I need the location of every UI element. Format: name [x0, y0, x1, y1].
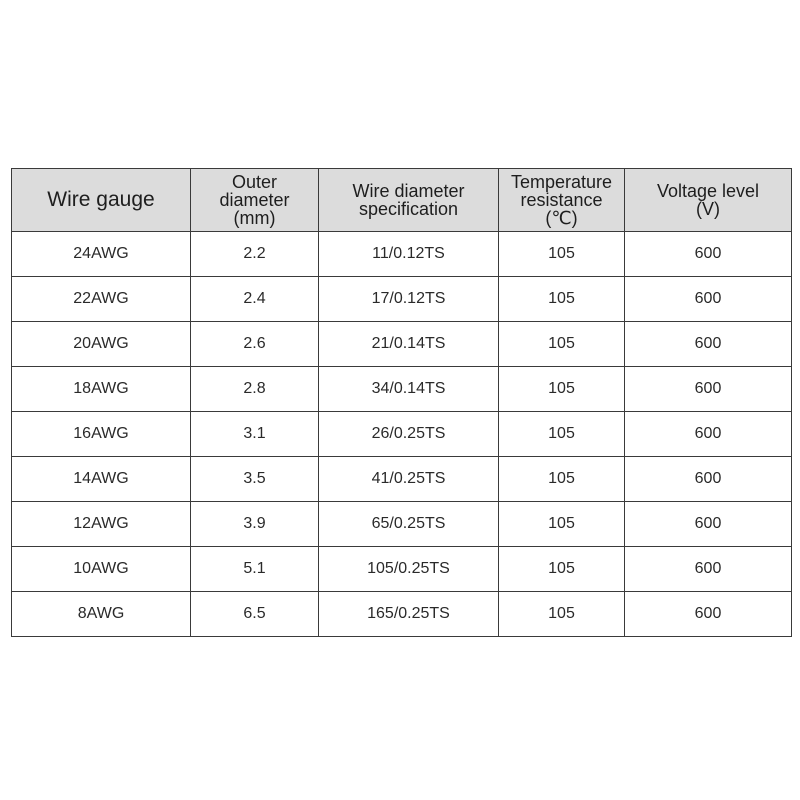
- cell-voltage: 600: [625, 322, 792, 367]
- cell-wire-gauge: 10AWG: [12, 547, 191, 592]
- cell-wire-gauge: 8AWG: [12, 592, 191, 637]
- cell-wire-spec: 11/0.12TS: [319, 232, 499, 277]
- cell-temperature: 105: [499, 232, 625, 277]
- cell-temperature: 105: [499, 322, 625, 367]
- wire-spec-table: [11, 168, 792, 637]
- cell-wire-spec: 65/0.25TS: [319, 502, 499, 547]
- cell-temperature: 105: [499, 592, 625, 637]
- header-voltage-level: [625, 169, 792, 232]
- cell-wire-spec: 41/0.25TS: [319, 457, 499, 502]
- table-row: [12, 322, 792, 367]
- table-row: [12, 412, 792, 457]
- header-line: Wire gauge: [47, 188, 155, 211]
- table-row: [12, 457, 792, 502]
- header-outer-diameter: [191, 169, 319, 232]
- header-line: Wire diameter: [352, 181, 465, 201]
- cell-wire-spec: 34/0.14TS: [319, 367, 499, 412]
- cell-outer-diameter: 2.6: [191, 322, 319, 367]
- cell-voltage: 600: [625, 457, 792, 502]
- header-line: resistance: [520, 190, 603, 210]
- cell-outer-diameter: 2.2: [191, 232, 319, 277]
- cell-wire-spec: 105/0.25TS: [319, 547, 499, 592]
- cell-outer-diameter: 3.1: [191, 412, 319, 457]
- table-body: [12, 232, 792, 637]
- cell-temperature: 105: [499, 502, 625, 547]
- cell-voltage: 600: [625, 412, 792, 457]
- cell-outer-diameter: 3.9: [191, 502, 319, 547]
- header-line: specification: [358, 199, 459, 219]
- cell-temperature: 105: [499, 457, 625, 502]
- cell-temperature: 105: [499, 412, 625, 457]
- cell-temperature: 105: [499, 547, 625, 592]
- cell-wire-spec: 26/0.25TS: [319, 412, 499, 457]
- cell-temperature: 105: [499, 277, 625, 322]
- header-line: (℃): [545, 208, 578, 228]
- table-row: [12, 592, 792, 637]
- cell-wire-spec: 165/0.25TS: [319, 592, 499, 637]
- cell-outer-diameter: 2.4: [191, 277, 319, 322]
- header-temperature-resistance: [499, 169, 625, 232]
- table-row: [12, 547, 792, 592]
- table-row: [12, 277, 792, 322]
- cell-voltage: 600: [625, 547, 792, 592]
- cell-wire-spec: 21/0.14TS: [319, 322, 499, 367]
- cell-wire-gauge: 22AWG: [12, 277, 191, 322]
- header-line: diameter: [219, 190, 290, 210]
- table-row: [12, 502, 792, 547]
- header-line: Temperature: [510, 172, 613, 192]
- cell-outer-diameter: 3.5: [191, 457, 319, 502]
- cell-voltage: 600: [625, 232, 792, 277]
- cell-wire-gauge: 14AWG: [12, 457, 191, 502]
- table-row: [12, 367, 792, 412]
- cell-wire-gauge: 24AWG: [12, 232, 191, 277]
- header-line: Outer: [231, 172, 278, 192]
- cell-wire-gauge: 18AWG: [12, 367, 191, 412]
- cell-wire-gauge: 16AWG: [12, 412, 191, 457]
- cell-wire-gauge: 12AWG: [12, 502, 191, 547]
- header-line: (mm): [233, 208, 276, 228]
- table-header: [12, 169, 792, 232]
- cell-wire-spec: 17/0.12TS: [319, 277, 499, 322]
- header-wire-gauge: [12, 169, 191, 232]
- cell-voltage: 600: [625, 367, 792, 412]
- cell-temperature: 105: [499, 367, 625, 412]
- header-line: Voltage level: [656, 181, 760, 201]
- table-row: [12, 232, 792, 277]
- cell-wire-gauge: 20AWG: [12, 322, 191, 367]
- header-row: [12, 169, 792, 232]
- header-wire-diameter-spec: [319, 169, 499, 232]
- cell-outer-diameter: 5.1: [191, 547, 319, 592]
- cell-outer-diameter: 6.5: [191, 592, 319, 637]
- header-line: (V): [696, 199, 720, 219]
- cell-outer-diameter: 2.8: [191, 367, 319, 412]
- cell-voltage: 600: [625, 592, 792, 637]
- cell-voltage: 600: [625, 277, 792, 322]
- cell-voltage: 600: [625, 502, 792, 547]
